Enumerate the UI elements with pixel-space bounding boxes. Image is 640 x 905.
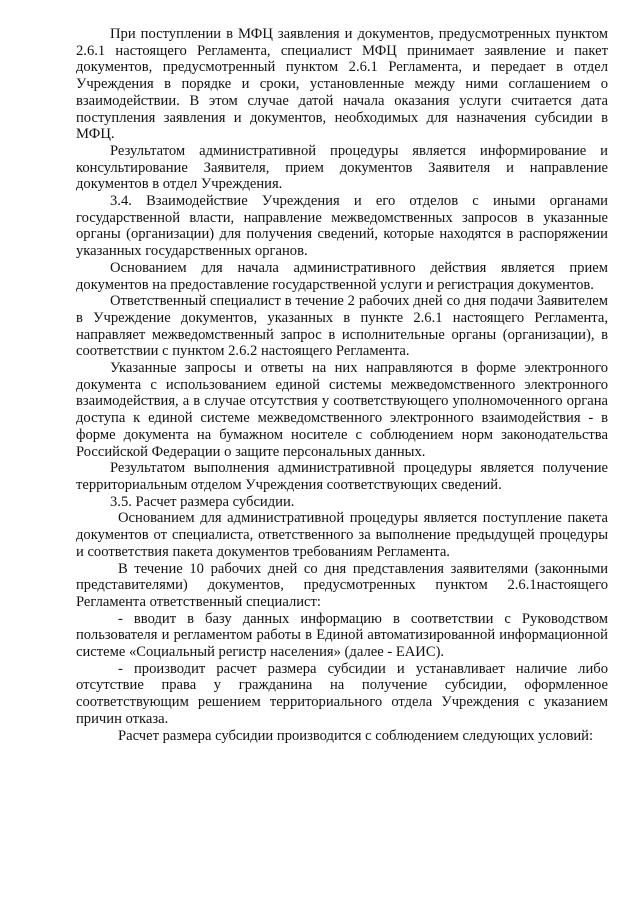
- list-item-eais-entry: - вводит в базу данных информацию в соответствии с Руководством пользователя и регламентом работы в Единой автоматизированной информационной системе «Социальный регистр населения» (далее - ЕАИС).: [76, 610, 608, 661]
- section-3-4-heading: 3.4. Взаимодействие Учреждения и его отделов с иными органами государственной власти, направление межведомственных запросов в указанные органы (организации) для получения сведений, которые находятся в распоряжении указанных государственных органов.: [76, 193, 608, 260]
- paragraph-procedure-basis: Основанием для административной процедуры является поступление пакета документов от специалиста, ответственного за выполнение предыдущей процедуры и соответствия пакета документов требованиям Регламента.: [76, 510, 608, 560]
- paragraph-interagency-request: Ответственный специалист в течение 2 рабочих дней со дня подачи Заявителем в Учреждение документов, указанных в пункте 2.6.1 настоящего Регламента, направляет межведомственный запрос в исполнительные органы (организации), в соответствии с пунктом 2.6.2 настоящего Регламента.: [76, 293, 608, 360]
- paragraph-electronic-documents: Указанные запросы и ответы на них направляются в форме электронного документа с использованием единой системы межведомственного электронного взаимодействия, а в случае отсутствия у соответствующего уполномоченного органа доступа к единой системе межведомственного электронного взаимодействия - в форме документа на бумажном носителе с соблюдением норм законодательства Российской Федерации о защите персональных данных.: [76, 360, 608, 460]
- section-3-5-heading: 3.5. Расчет размера субсидии.: [110, 493, 295, 510]
- list-item-subsidy-calculation: - производит расчет размера субсидии и устанавливает наличие либо отсутствие права у гражданина на получение субсидии, оформленное соответствующим решением территориального отдела Учреждения с указанием причин отказа.: [76, 660, 608, 727]
- paragraph-ten-days: В течение 10 рабочих дней со дня представления заявителями (законными представителями) документов, предусмотренных пунктом 2.6.1настоящего Регламента ответственный специалист:: [76, 560, 608, 610]
- paragraph-mfc-receipt: При поступлении в МФЦ заявления и документов, предусмотренных пунктом 2.6.1 настоящего Регламента, специалист МФЦ принимает заявление и пакет документов, предусмотренный пунктом 2.6.1 Регламента, и передает в отдел Учреждения в порядке и сроки, установленные между ними соглашением о взаимодействии. В этом случае датой начала оказания услуги считается дата поступления заявления и документов, необходимых для назначения субсидии в МФЦ.: [76, 26, 608, 143]
- paragraph-action-basis: Основанием для начала административного действия является прием документов на предоставление государственной услуги и регистрация документов.: [76, 259, 608, 293]
- paragraph-procedure-result: Результатом выполнения административной процедуры является получение территориальным отделом Учреждения соответствующих сведений.: [76, 460, 608, 493]
- paragraph-consultation-result: Результатом административной процедуры является информирование и консультирование Заявителя, прием документов Заявителя и направление документов в отдел Учреждения.: [76, 142, 608, 193]
- paragraph-calculation-conditions: Расчет размера субсидии производится с соблюдением следующих условий:: [118, 727, 594, 744]
